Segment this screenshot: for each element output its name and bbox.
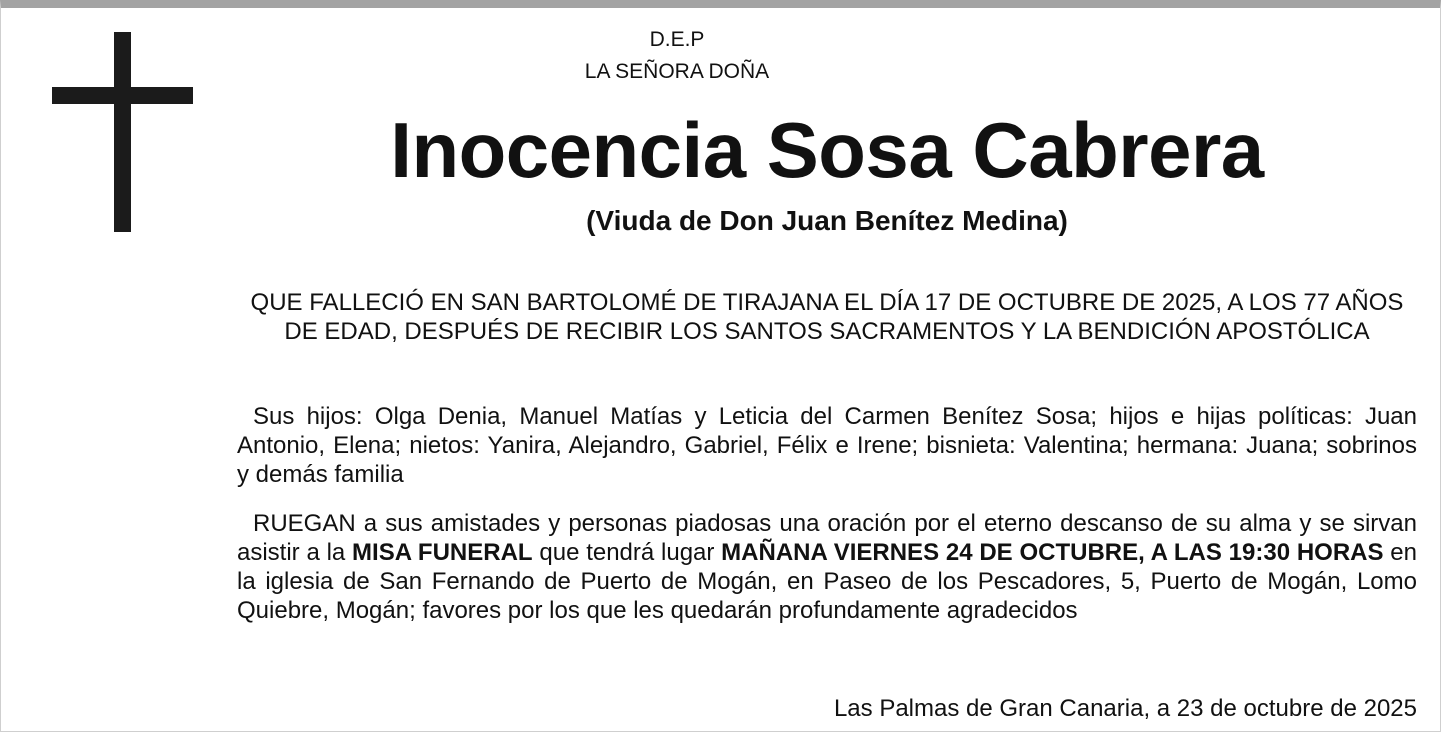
ruegan-paragraph <box>237 509 1417 625</box>
family-text: Sus hijos: Olga Denia, Manuel Matías y Leticia del Carmen Benítez Sosa; hijos e hijas políticas: Juan Antonio, Elena; nietos: Yanira, Alejandro, Gabriel, Félix e Irene; bisnieta: Valentina; hermana: Juana; sobrinos y demás familia <box>237 403 1417 488</box>
ruegan-text-2: que tendrá lugar <box>532 539 722 566</box>
cross-horizontal-bar <box>52 87 193 104</box>
place-and-date: Las Palmas de Gran Canaria, a 23 de octubre de 2025 <box>833 695 1417 722</box>
misa-funeral-label: MISA FUNERAL <box>352 539 533 566</box>
cross-icon <box>52 32 193 232</box>
widow-of-line: (Viuda de Don Juan Benítez Medina) <box>586 205 1068 236</box>
death-notice: QUE FALLECIÓ EN SAN BARTOLOMÉ DE TIRAJANA EL DÍA 17 DE OCTUBRE DE 2025, A LOS 77 AÑOS DE EDAD, DESPUÉS DE RECIBIR LOS SANTOS SACRAMENTOS Y LA BENDICIÓN APOSTÓLICA <box>250 289 1404 345</box>
ruegan-text-1: RUEGAN a sus amistades y personas piadosas una oración por el eterno descanso de su alma y se sirvan asistir a la <box>237 510 1417 566</box>
funeral-datetime: MAÑANA VIERNES 24 DE OCTUBRE, A LAS 19:30 HORAS <box>721 539 1384 566</box>
ruegan-text-3: en la iglesia de San Fernando de Puerto de Mogán, en Paseo de los Pescadores, 5, Puerto de Mogán, Lomo Quiebre, Mogán; favores por los que les quedarán profundamente agradecidos <box>237 539 1417 624</box>
dep-heading: D.E.P <box>649 28 705 51</box>
family-paragraph <box>237 402 1417 489</box>
cross-vertical-bar <box>114 32 131 232</box>
honorific-heading: LA SEÑORA DOÑA <box>584 60 770 83</box>
deceased-name: Inocencia Sosa Cabrera <box>390 106 1264 194</box>
